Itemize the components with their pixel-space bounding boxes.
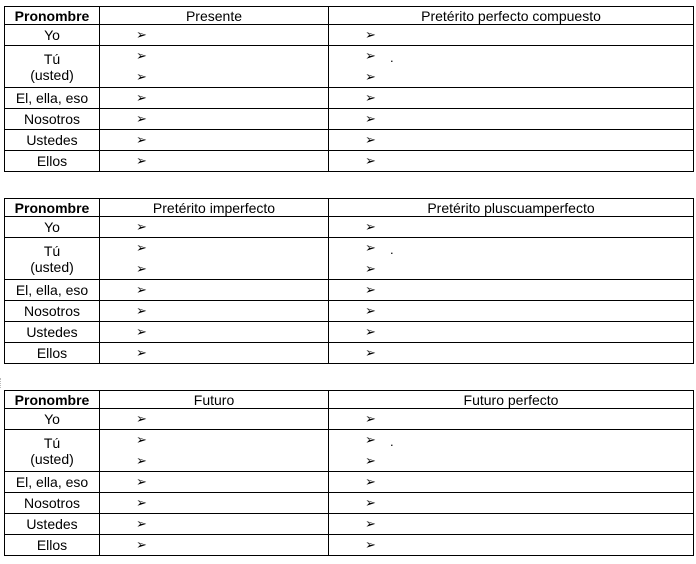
- answer-cell[interactable]: [329, 472, 694, 493]
- table-row: [5, 535, 694, 556]
- arrow-bullet-icon: ➢: [136, 345, 147, 360]
- answer-cell[interactable]: [329, 46, 694, 88]
- answer-cell[interactable]: [329, 109, 694, 130]
- answer-cell[interactable]: [329, 130, 694, 151]
- arrow-bullet-icon: ➢: [365, 303, 376, 318]
- table-row: [5, 493, 694, 514]
- arrow-bullet-icon: ➢: [136, 324, 147, 339]
- pronoun-label: Tú: [43, 242, 61, 259]
- pronoun-sublabel: (usted): [30, 258, 74, 275]
- arrow-bullet-icon: ➢: [136, 90, 147, 105]
- arrow-bullet-icon: ➢: [136, 153, 147, 168]
- answer-cell[interactable]: [100, 322, 329, 343]
- arrow-bullet-icon: ➢: [136, 111, 147, 126]
- arrow-bullet-icon: ➢: [136, 132, 147, 147]
- pronoun-label: Tú: [43, 434, 61, 451]
- answer-cell[interactable]: [329, 88, 694, 109]
- arrow-bullet-icon: ➢: [365, 132, 376, 147]
- pronoun-cell[interactable]: El, ella, eso: [5, 88, 100, 109]
- table-row: [5, 130, 694, 151]
- answer-cell[interactable]: [100, 343, 329, 364]
- answer-cell[interactable]: [329, 409, 694, 430]
- conjugation-table-2: [4, 198, 694, 364]
- header-pronoun: Pronombre: [5, 199, 100, 217]
- arrow-bullet-icon: ➢: [136, 495, 147, 510]
- answer-cell[interactable]: [100, 46, 329, 88]
- arrow-bullet-icon: ➢: [365, 537, 376, 552]
- answer-cell[interactable]: [100, 301, 329, 322]
- pronoun-cell[interactable]: El, ella, eso: [5, 280, 100, 301]
- arrow-bullet-icon: ➢: [136, 432, 147, 447]
- pronoun-cell[interactable]: Ellos: [5, 343, 100, 364]
- pronoun-cell[interactable]: Ellos: [5, 535, 100, 556]
- answer-cell[interactable]: [329, 430, 694, 472]
- arrow-bullet-icon: ➢: [365, 261, 376, 276]
- answer-cell[interactable]: [329, 322, 694, 343]
- arrow-bullet-icon: ➢: [136, 27, 147, 42]
- pronoun-cell[interactable]: Nosotros: [5, 301, 100, 322]
- arrow-bullet-icon: ➢: [136, 69, 147, 84]
- pronoun-label: Tú: [43, 50, 61, 67]
- answer-cell[interactable]: [100, 88, 329, 109]
- table-row: [5, 301, 694, 322]
- answer-cell[interactable]: [100, 238, 329, 280]
- table-header-row: [5, 199, 694, 217]
- table-header-row: [5, 391, 694, 409]
- table-row: [5, 409, 694, 430]
- answer-cell[interactable]: [329, 343, 694, 364]
- arrow-bullet-icon: ➢: [365, 219, 376, 234]
- pronoun-cell[interactable]: Yo: [5, 217, 100, 238]
- table-row: [5, 25, 694, 46]
- table-row: [5, 151, 694, 172]
- answer-cell[interactable]: [329, 535, 694, 556]
- arrow-bullet-icon: ➢: [365, 69, 376, 84]
- header-tense-2: Pretérito pluscuamperfecto: [329, 199, 694, 217]
- answer-cell[interactable]: [100, 25, 329, 46]
- arrow-bullet-icon: ➢: [136, 261, 147, 276]
- pronoun-cell[interactable]: Ustedes: [5, 514, 100, 535]
- arrow-bullet-icon: ➢: [365, 411, 376, 426]
- arrow-bullet-icon: ➢: [365, 111, 376, 126]
- table-row: [5, 430, 694, 472]
- answer-cell[interactable]: [100, 514, 329, 535]
- answer-cell[interactable]: [100, 217, 329, 238]
- conjugation-table-3: [4, 390, 694, 556]
- table-row: [5, 514, 694, 535]
- arrow-bullet-icon: ➢: [365, 90, 376, 105]
- table-header-row: [5, 7, 694, 25]
- arrow-bullet-icon: ➢: [365, 495, 376, 510]
- arrow-bullet-icon: ➢: [136, 474, 147, 489]
- arrow-bullet-icon: ➢: [365, 48, 376, 63]
- arrow-bullet-icon: ➢: [136, 48, 147, 63]
- header-pronoun: Pronombre: [5, 391, 100, 409]
- answer-cell[interactable]: [329, 280, 694, 301]
- header-tense-2: Futuro perfecto: [329, 391, 694, 409]
- arrow-bullet-icon: ➢: [365, 27, 376, 42]
- pronoun-cell[interactable]: [5, 430, 100, 472]
- arrow-bullet-icon: ➢: [365, 432, 376, 447]
- text-cursor-marker: [0, 378, 4, 388]
- arrow-bullet-icon: ➢: [136, 303, 147, 318]
- arrow-bullet-icon: ➢: [365, 240, 376, 255]
- arrow-bullet-icon: ➢: [136, 282, 147, 297]
- arrow-bullet-icon: ➢: [365, 474, 376, 489]
- table-row: [5, 109, 694, 130]
- answer-cell[interactable]: [100, 280, 329, 301]
- answer-cell[interactable]: [100, 151, 329, 172]
- arrow-bullet-icon: ➢: [365, 282, 376, 297]
- answer-cell[interactable]: [100, 493, 329, 514]
- pronoun-cell[interactable]: [5, 46, 100, 88]
- arrow-bullet-icon: ➢: [365, 345, 376, 360]
- answer-cell[interactable]: [100, 409, 329, 430]
- period-mark: .: [390, 50, 394, 65]
- arrow-bullet-icon: ➢: [365, 324, 376, 339]
- pronoun-sublabel: (usted): [30, 66, 74, 83]
- pronoun-cell[interactable]: Yo: [5, 25, 100, 46]
- answer-cell[interactable]: [100, 430, 329, 472]
- pronoun-cell[interactable]: [5, 238, 100, 280]
- arrow-bullet-icon: ➢: [365, 453, 376, 468]
- arrow-bullet-icon: ➢: [136, 411, 147, 426]
- arrow-bullet-icon: ➢: [365, 516, 376, 531]
- header-tense-1: Futuro: [100, 391, 329, 409]
- table-row: [5, 217, 694, 238]
- arrow-bullet-icon: ➢: [136, 219, 147, 234]
- answer-cell[interactable]: [329, 238, 694, 280]
- pronoun-cell[interactable]: Ustedes: [5, 322, 100, 343]
- arrow-bullet-icon: ➢: [136, 516, 147, 531]
- answer-cell[interactable]: [100, 130, 329, 151]
- header-tense-1: Presente: [100, 7, 329, 25]
- table-row: [5, 322, 694, 343]
- answer-cell[interactable]: [100, 535, 329, 556]
- pronoun-sublabel: (usted): [30, 450, 74, 467]
- table-row: [5, 472, 694, 493]
- pronoun-cell[interactable]: Yo: [5, 409, 100, 430]
- pronoun-cell[interactable]: Nosotros: [5, 109, 100, 130]
- table-row: [5, 88, 694, 109]
- arrow-bullet-icon: ➢: [136, 240, 147, 255]
- period-mark: .: [390, 242, 394, 257]
- arrow-bullet-icon: ➢: [136, 537, 147, 552]
- answer-cell[interactable]: [100, 109, 329, 130]
- header-tense-1: Pretérito imperfecto: [100, 199, 329, 217]
- answer-cell[interactable]: [329, 25, 694, 46]
- header-tense-2: Pretérito perfecto compuesto: [329, 7, 694, 25]
- table-row: [5, 343, 694, 364]
- answer-cell[interactable]: [329, 514, 694, 535]
- table-row: [5, 280, 694, 301]
- arrow-bullet-icon: ➢: [136, 453, 147, 468]
- answer-cell[interactable]: [329, 217, 694, 238]
- header-pronoun: Pronombre: [5, 7, 100, 25]
- table-row: [5, 238, 694, 280]
- answer-cell[interactable]: [329, 493, 694, 514]
- answer-cell[interactable]: [100, 472, 329, 493]
- answer-cell[interactable]: [329, 151, 694, 172]
- conjugation-table-1: [4, 6, 694, 172]
- pronoun-cell[interactable]: Ellos: [5, 151, 100, 172]
- period-mark: .: [390, 434, 394, 449]
- arrow-bullet-icon: ➢: [365, 153, 376, 168]
- answer-cell[interactable]: [329, 301, 694, 322]
- pronoun-cell[interactable]: Nosotros: [5, 493, 100, 514]
- pronoun-cell[interactable]: El, ella, eso: [5, 472, 100, 493]
- pronoun-cell[interactable]: Ustedes: [5, 130, 100, 151]
- table-row: [5, 46, 694, 88]
